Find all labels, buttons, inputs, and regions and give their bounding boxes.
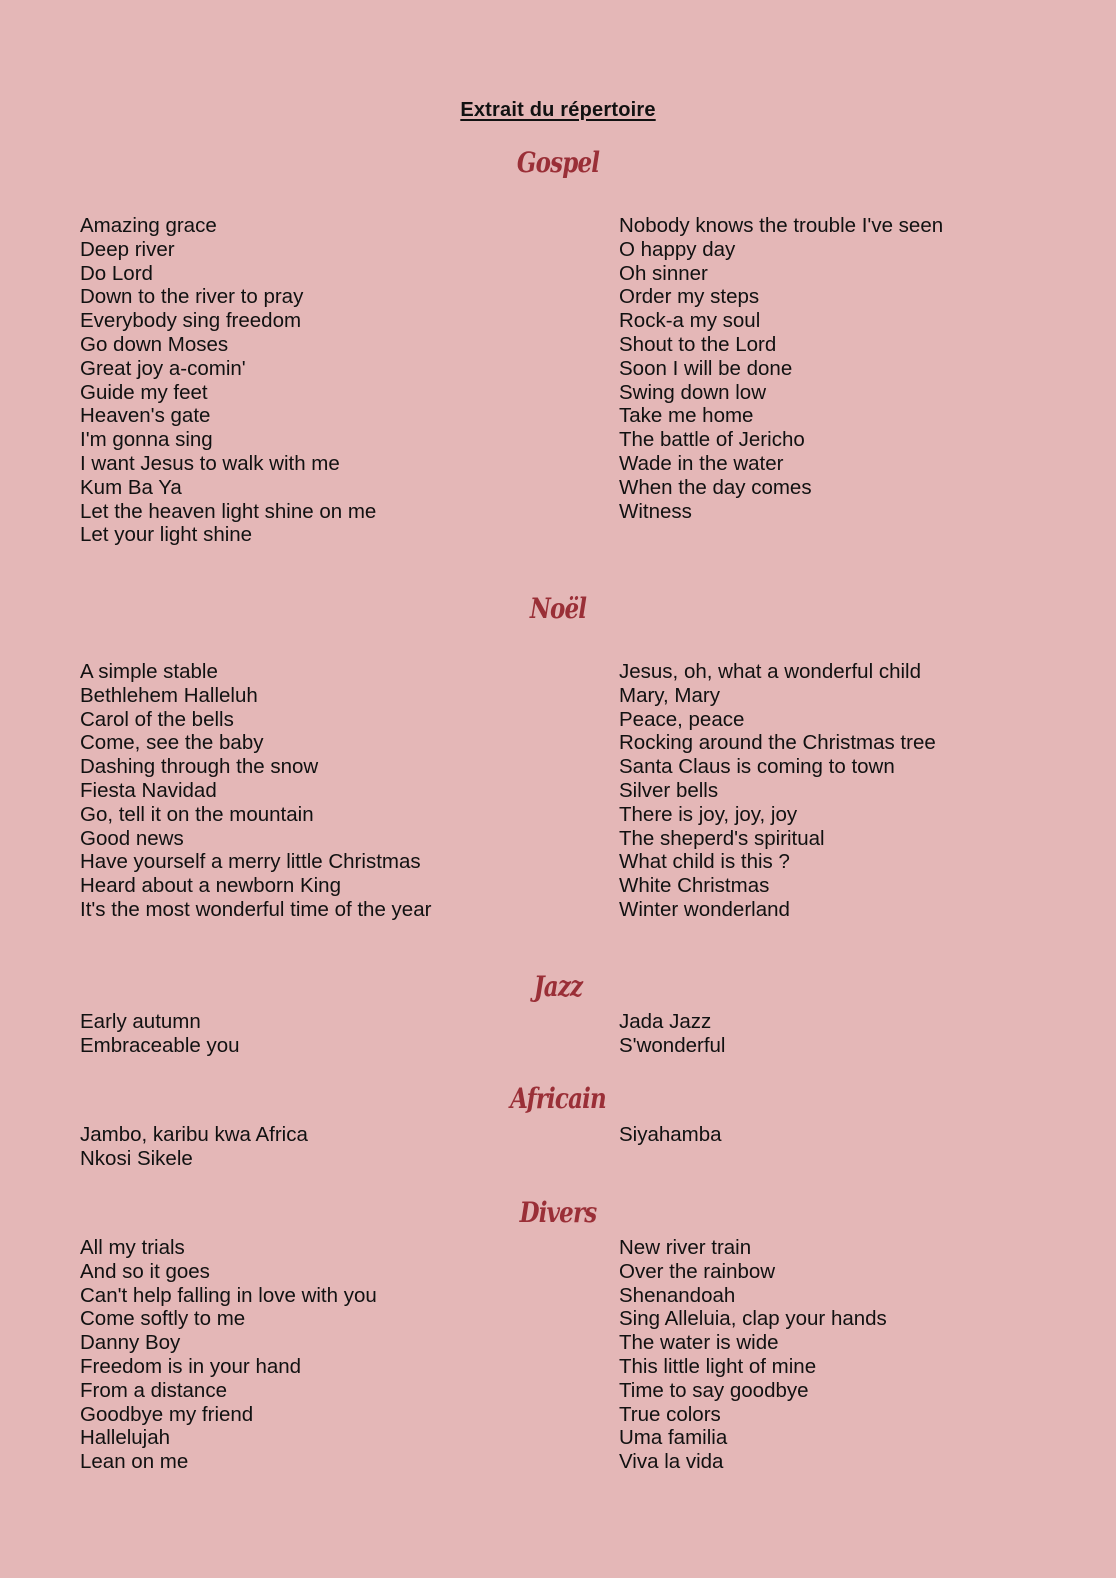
song-title: Have yourself a merry little Christmas: [80, 850, 421, 874]
gospel-list-left: [80, 214, 580, 547]
song-title: Jambo, karibu kwa Africa: [80, 1123, 308, 1146]
song-title: Shenandoah: [619, 1283, 736, 1307]
noel-list-left: [80, 660, 580, 922]
song-title: Jada Jazz: [619, 1010, 712, 1033]
song-title: Viva la vida: [619, 1450, 724, 1474]
song-title: Over the rainbow: [619, 1259, 776, 1283]
song-title: Goodbye my friend: [80, 1402, 254, 1426]
song-title: Deep river: [80, 237, 175, 261]
song-title: Lean on me: [80, 1450, 189, 1474]
song-title: Sing Alleluia, clap your hands: [619, 1307, 887, 1331]
song-title: Oh sinner: [619, 261, 708, 285]
song-title: Everybody sing freedom: [80, 309, 302, 333]
section-heading-africain: Africain: [510, 1082, 606, 1115]
song-title: Hallelujah: [80, 1426, 171, 1450]
song-title: S'wonderful: [619, 1033, 726, 1057]
song-title: Bethlehem Halleluh: [80, 683, 258, 707]
song-title: Wade in the water: [619, 451, 784, 475]
divers-list-right: [619, 1236, 1099, 1474]
song-title: Take me home: [619, 404, 754, 428]
section-heading-gospel: Gospel: [516, 146, 600, 179]
song-title: Let the heaven light shine on me: [80, 499, 377, 523]
song-title: I want Jesus to walk with me: [80, 451, 340, 475]
song-title: Nkosi Sikele: [80, 1146, 193, 1170]
song-title: Rocking around the Christmas tree: [619, 731, 936, 755]
song-title: Early autumn: [80, 1010, 201, 1033]
song-title: From a distance: [80, 1378, 227, 1402]
song-title: Carol of the bells: [80, 707, 234, 731]
song-title: Order my steps: [619, 285, 760, 309]
song-title: Siyahamba: [619, 1123, 722, 1146]
divers-list-left: [80, 1236, 580, 1474]
song-title: O happy day: [619, 237, 736, 261]
song-title: Time to say goodbye: [619, 1378, 809, 1402]
jazz-list-left: [80, 1010, 580, 1058]
song-title: Heaven's gate: [80, 404, 211, 428]
page-title: Extrait du répertoire: [460, 99, 656, 121]
song-title: All my trials: [80, 1236, 185, 1259]
song-title: Rock-a my soul: [619, 309, 761, 333]
song-title: Soon I will be done: [619, 356, 793, 380]
song-title: The battle of Jericho: [619, 428, 805, 452]
section-heading-noel: Noël: [529, 592, 587, 625]
africain-list-left: [80, 1123, 580, 1171]
noel-list-right: [619, 660, 1099, 922]
song-title: Come, see the baby: [80, 731, 264, 755]
song-title: Uma familia: [619, 1426, 728, 1450]
song-title: When the day comes: [619, 475, 812, 499]
gospel-list-right: [619, 214, 1099, 523]
song-title: The water is wide: [619, 1331, 779, 1355]
song-title: Swing down low: [619, 380, 766, 404]
song-title: And so it goes: [80, 1259, 210, 1283]
song-title: Santa Claus is coming to town: [619, 755, 895, 779]
song-title: It's the most wonderful time of the year: [80, 897, 432, 921]
song-title: Peace, peace: [619, 707, 745, 731]
song-title: Danny Boy: [80, 1331, 181, 1355]
song-title: Jesus, oh, what a wonderful child: [619, 660, 921, 683]
song-title: Great joy a-comin': [80, 356, 246, 380]
song-title: Mary, Mary: [619, 683, 720, 707]
section-heading-jazz: Jazz: [533, 970, 583, 1003]
song-title: I'm gonna sing: [80, 428, 213, 452]
song-title: Come softly to me: [80, 1307, 246, 1331]
song-title: Kum Ba Ya: [80, 475, 182, 499]
song-title: Winter wonderland: [619, 897, 790, 921]
song-title: This little light of mine: [619, 1354, 817, 1378]
song-title: What child is this ?: [619, 850, 790, 874]
song-title: Go, tell it on the mountain: [80, 802, 314, 826]
song-title: Fiesta Navidad: [80, 778, 217, 802]
song-title: Embraceable you: [80, 1033, 240, 1057]
song-title: Shout to the Lord: [619, 332, 777, 356]
song-title: Freedom is in your hand: [80, 1354, 302, 1378]
song-title: Heard about a newborn King: [80, 874, 341, 898]
song-title: Do Lord: [80, 261, 153, 285]
song-title: Witness: [619, 499, 692, 523]
song-title: Go down Moses: [80, 332, 229, 356]
song-title: Let your light shine: [80, 523, 253, 547]
africain-list-right: [619, 1123, 1099, 1147]
song-title: There is joy, joy, joy: [619, 802, 798, 826]
song-title: Down to the river to pray: [80, 285, 304, 309]
song-title: White Christmas: [619, 874, 770, 898]
section-heading-divers: Divers: [519, 1196, 597, 1229]
jazz-list-right: [619, 1010, 1099, 1058]
song-title: Dashing through the snow: [80, 755, 319, 779]
song-title: Nobody knows the trouble I've seen: [619, 214, 944, 237]
song-title: Silver bells: [619, 778, 719, 802]
song-title: Guide my feet: [80, 380, 208, 404]
song-title: Can't help falling in love with you: [80, 1283, 377, 1307]
song-title: A simple stable: [80, 660, 218, 683]
song-title: True colors: [619, 1402, 721, 1426]
song-title: Good news: [80, 826, 184, 850]
song-title: The sheperd's spiritual: [619, 826, 825, 850]
song-title: New river train: [619, 1236, 752, 1259]
song-title: Amazing grace: [80, 214, 217, 237]
